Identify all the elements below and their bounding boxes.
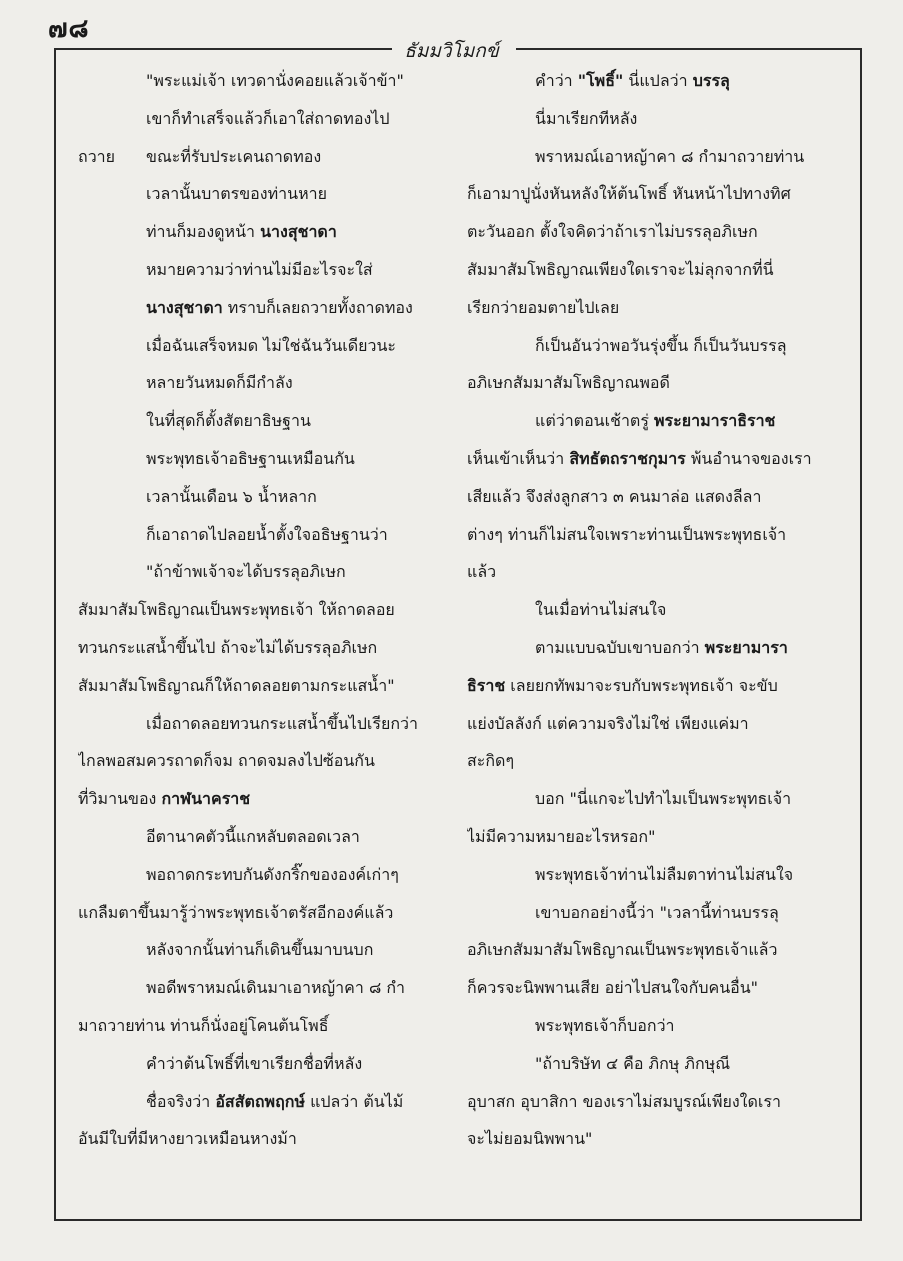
left-column-line: สัมมาสัมโพธิญาณเป็นพระพุทธเจ้า ให้ถาดลอย: [78, 600, 395, 620]
left-column-line: "พระแม่เจ้า เทวดานั่งคอยแล้วเจ้าข้า": [146, 71, 404, 90]
left-column-line: เมื่อถาดลอยทวนกระแสน้ำขึ้นไปเรียกว่า: [146, 713, 418, 733]
left-column-line: [78, 1083, 458, 1121]
left-column-line: เวลานั้นบาตรของท่านหาย: [146, 184, 327, 204]
right-column-line: บอก "นี่แกจะไปทำไมเป็นพระพุทธเจ้า: [535, 789, 792, 809]
right-column-line: สัมมาสัมโพธิญาณเพียงใดเราจะไม่ลุกจากที่นี่: [467, 259, 774, 279]
left-column-line: ทวนกระแสน้ำขึ้นไป ถ้าจะไม่ได้บรรลุอภิเษก: [78, 637, 378, 657]
left-column-line: หลายวันหมดก็มีกำลัง: [146, 373, 293, 393]
left-column-line: ในที่สุดก็ตั้งสัตยาธิษฐาน: [146, 411, 311, 431]
right-column-line: ตะวันออก ตั้งใจคิดว่าถ้าเราไม่บรรลุอภิเษก: [467, 222, 758, 242]
left-column-line: มาถวายท่าน ท่านก็นั่งอยู่โคนต้นโพธิ์: [78, 1015, 329, 1035]
right-column-text: พ้นอำนาจของเรา: [685, 448, 812, 468]
left-column-line: แกลืมตาขึ้นมารู้ว่าพระพุทธเจ้าตรัสอีกองค์แล้ว: [78, 902, 394, 922]
left-column-line: หมายความว่าท่านไม่มีอะไรจะใส่: [146, 259, 373, 279]
right-column-line: พราหมณ์เอาหญ้าคา ๘ กำมาถวายท่าน: [535, 146, 805, 166]
left-column-emphasis: กาฬนาคราช: [161, 789, 251, 809]
right-column-line: อภิเษกสัมมาสัมโพธิญาณเป็นพระพุทธเจ้าแล้ว: [467, 940, 778, 960]
right-column-line: ไม่มีความหมายอะไรหรอก": [467, 826, 656, 846]
left-column-line: ไกลพอสมควรถาดก็จม ถาดจมลงไปซ้อนกัน: [78, 751, 375, 771]
right-column-line: เสียแล้ว จึงส่งลูกสาว ๓ คนมาล่อ แสดงลีลา: [467, 486, 762, 506]
right-column-line: "ถ้าบริษัท ๔ คือ ภิกษุ ภิกษุณี: [535, 1053, 731, 1073]
right-column-text: เห็นเข้าเห็นว่า: [467, 448, 570, 468]
right-column-emphasis: สิทธัตถราชกุมาร: [569, 448, 686, 468]
right-column-emphasis: พระยามารา: [704, 637, 788, 657]
right-column-emphasis: "โพธิ์": [577, 71, 624, 90]
left-column-line: เวลานั้นเดือน ๖ น้ำหลาก: [146, 486, 317, 506]
right-column-emphasis: บรรลุ: [692, 71, 730, 90]
left-column-emphasis: อัสสัตถพฤกษ์: [215, 1091, 305, 1111]
left-column-line: คำว่าต้นโพธิ์ที่เขาเรียกชื่อที่หลัง: [146, 1053, 363, 1073]
right-column-line: แย่งบัลลังก์ แต่ความจริงไม่ใช่ เพียงแค่มา: [467, 713, 749, 733]
left-column-line: หลังจากนั้นท่านก็เดินขึ้นมาบนบก: [146, 940, 374, 960]
right-column-line: ก็ควรจะนิพพานเสีย อย่าไปสนใจกับคนอื่น": [467, 978, 759, 998]
left-column-line: ก็เอาถาดไปลอยน้ำตั้งใจอธิษฐานว่า: [146, 524, 388, 544]
left-column-text: ทราบก็เลยถวายทั้งถาดทอง: [222, 297, 413, 317]
right-column-emphasis: ธิราช: [467, 675, 506, 695]
right-column-line: ต่างๆ ท่านก็ไม่สนใจเพราะท่านเป็นพระพุทธเจ้า: [467, 524, 787, 544]
left-column-line-indented: ขณะที่รับประเคนถาดทอง: [146, 146, 322, 166]
frame-top-rule-left: [54, 48, 392, 50]
right-column-text: แต่ว่าตอนเช้าตรู่: [535, 411, 654, 431]
right-column-line: แล้ว: [467, 562, 497, 582]
left-column-text: แปลว่า ต้นไม้: [305, 1091, 404, 1111]
right-column-line: อุบาสก อุบาสิกา ของเราไม่สมบูรณ์เพียงใดเรา: [467, 1091, 781, 1111]
right-column-text: เลยยกทัพมาจะรบกับพระพุทธเจ้า จะขับ: [505, 675, 778, 695]
right-text-column: [467, 62, 847, 1158]
left-column-line: [78, 780, 458, 818]
left-column-line: "ถ้าข้าพเจ้าจะได้บรรลุอภิเษก: [146, 562, 346, 582]
left-column-line-start: ถวาย: [78, 146, 116, 166]
left-column-line: [78, 213, 458, 251]
left-column-line: อีตานาคตัวนี้แกหลับตลอดเวลา: [146, 826, 360, 846]
left-column-text: ชื่อจริงว่า: [146, 1091, 216, 1111]
left-column-line: พอดีพราหมณ์เดินมาเอาหญ้าคา ๘ กำ: [146, 978, 406, 998]
right-column-line: ในเมื่อท่านไม่สนใจ: [535, 600, 667, 620]
left-column-line: เขาก็ทำเสร็จแล้วก็เอาใส่ถาดทองไป: [146, 108, 390, 128]
right-column-line: พระพุทธเจ้าก็บอกว่า: [535, 1015, 675, 1035]
left-column-emphasis: นางสุชาดา: [146, 297, 223, 317]
right-column-line: [467, 402, 847, 440]
right-column-line: พระพุทธเจ้าท่านไม่ลืมตาท่านไม่สนใจ: [535, 864, 794, 884]
right-column-line: [467, 440, 847, 478]
left-column-line: พอถาดกระทบกันดังกริ๊กขององค์เก่าๆ: [146, 864, 399, 884]
right-column-line: เขาบอกอย่างนี้ว่า "เวลานี้ท่านบรรลุ: [535, 902, 779, 922]
left-column-line: เมื่อฉันเสร็จหมด ไม่ใช่ฉันวันเดียวนะ: [146, 335, 397, 355]
left-column-line: พระพุทธเจ้าอธิษฐานเหมือนกัน: [146, 448, 355, 468]
right-column-emphasis: พระยามาราธิราช: [654, 411, 776, 431]
right-column-line: สะกิดๆ: [467, 751, 515, 771]
right-column-text: คำว่า: [535, 71, 578, 90]
left-column-text: ที่วิมานของ: [78, 789, 162, 809]
page-number: ๗๘: [48, 14, 90, 44]
right-column-text: ตามแบบฉบับเขาบอกว่า: [535, 637, 705, 657]
right-column-line: ก็เอามาปูนั่งหันหลังให้ต้นโพธิ์ หันหน้าไปทางทิศ: [467, 184, 791, 204]
left-column-line: อันมีใบที่มีหางยาวเหมือนหางม้า: [78, 1129, 297, 1149]
right-column-line: [467, 667, 847, 705]
right-column-line: [467, 62, 847, 100]
right-column-line: อภิเษกสัมมาสัมโพธิญาณพอดี: [467, 373, 670, 393]
left-column-line: [78, 138, 458, 176]
right-column-line: ก็เป็นอันว่าพอวันรุ่งขึ้น ก็เป็นวันบรรลุ: [535, 335, 787, 355]
left-column-text: ท่านก็มองดูหน้า: [146, 222, 261, 242]
running-header-title: ธัมมวิโมกข์: [404, 40, 499, 62]
left-text-column: [78, 62, 458, 1158]
right-column-line: นี่มาเรียกทีหลัง: [535, 108, 638, 128]
left-column-line: [78, 289, 458, 327]
right-column-line: [467, 629, 847, 667]
left-column-line: สัมมาสัมโพธิญาณก็ให้ถาดลอยตามกระแสน้ำ": [78, 675, 395, 695]
right-column-text: นี่แปลว่า: [623, 71, 693, 90]
right-column-line: เรียกว่ายอมตายไปเลย: [467, 297, 620, 317]
frame-top-rule-right: [516, 48, 862, 50]
left-column-emphasis: นางสุชาดา: [260, 222, 337, 242]
right-column-line: จะไม่ยอมนิพพาน": [467, 1129, 593, 1149]
